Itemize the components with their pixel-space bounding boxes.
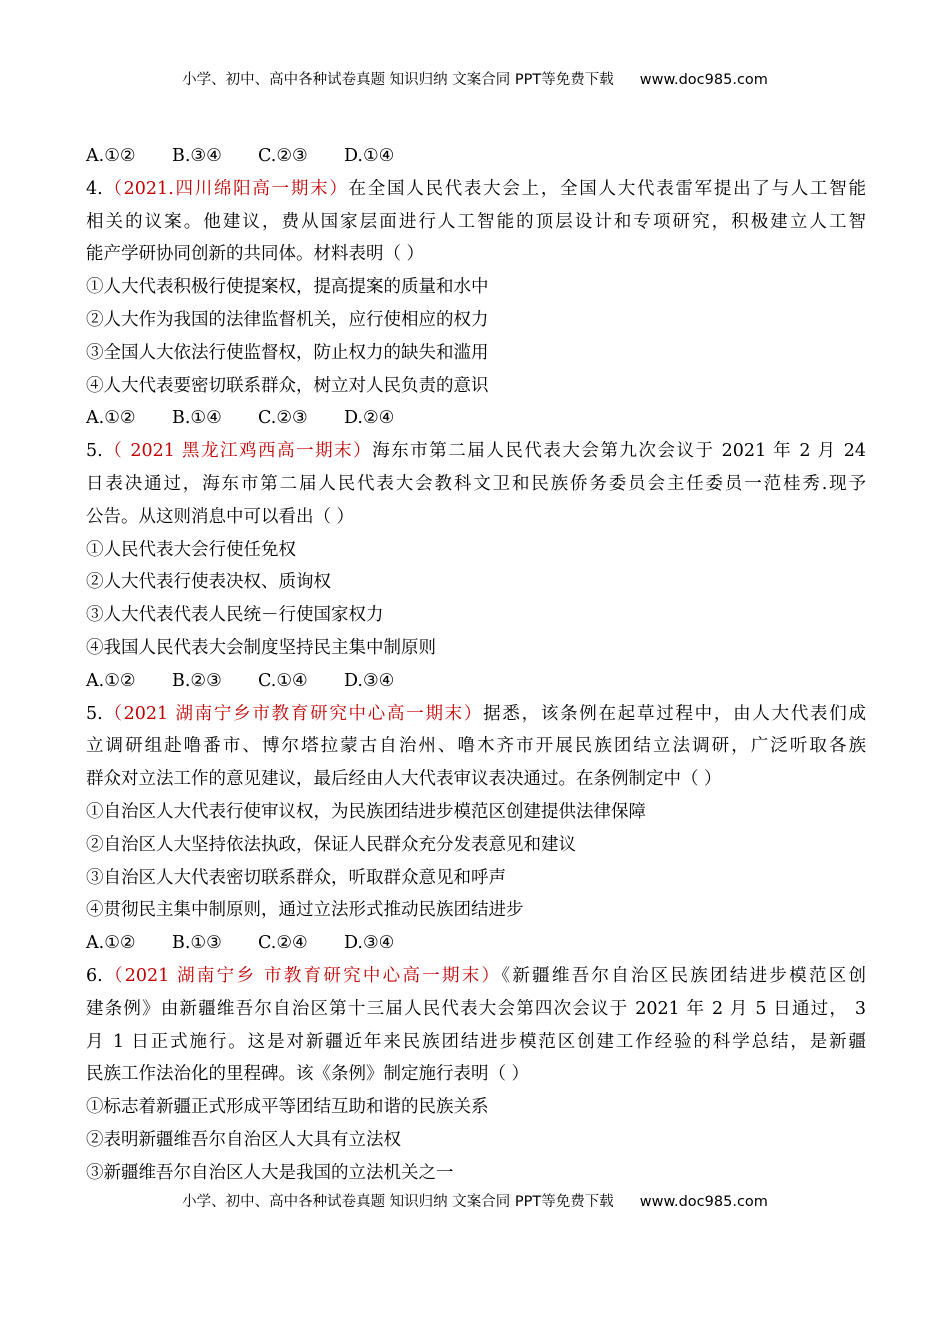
q5a-options xyxy=(86,665,866,698)
q5a-item-3: ③人大代表代表人民统－行使国家权力 xyxy=(86,605,384,626)
question-source: （2021.四川绵阳高一期末） xyxy=(102,178,349,199)
q5b-item-1: ①自治区人大代表行使审议权，为民族团结进步模范区创建提供法律保障 xyxy=(86,801,646,822)
q5a-stem-line-2: 日表决通过，海东市第二届人民代表大会教科文卫和民族侨务委员会主任委员一范桂秀.现予 xyxy=(86,473,866,494)
option-c: C.②③ xyxy=(258,408,308,429)
q6-stem-line-4: 民族工作法治化的里程碑。该《条例》制定施行表明（ ） xyxy=(86,1064,530,1085)
option-d: D.③④ xyxy=(344,670,395,691)
q6-item-1: ①标志着新疆正式形成平等团结互助和谐的民族关系 xyxy=(86,1097,489,1118)
q5b-stem-line-1: 5.（2021 湖南宁乡市教育研究中心高一期末）据悉，该条例在起草过程中，由人大代表们成 xyxy=(86,703,866,724)
option-b: B.②③ xyxy=(172,670,222,691)
page-footer xyxy=(0,1190,950,1211)
question-source: （2021 湖南宁乡 市教育研究中心高一期末） xyxy=(102,965,502,986)
question-source: （2021 湖南宁乡市教育研究中心高一期末） xyxy=(102,703,484,724)
q5a-stem-line-1: 5.（ 2021 黑龙江鸡西高一期末）海东市第二届人民代表大会第九次会议于 2021 年 2 月 24 xyxy=(86,441,866,462)
q4-stem-line-3: 能产学研协同创新的共同体。材料表明（ ） xyxy=(86,244,425,265)
q5a-stem-line-3: 公告。从这则消息中可以看出（ ） xyxy=(86,506,355,527)
q6-stem-line-2: 建条例》由新疆维吾尔自治区第十三届人民代表大会第四次会议于 2021 年 2 月 5 日通过， 3 xyxy=(86,998,866,1019)
option-b: B.①③ xyxy=(172,933,222,954)
question-number: 5. xyxy=(86,441,103,462)
q5b-item-4: ④贯彻民主集中制原则，通过立法形式推动民族团结进步 xyxy=(86,900,524,921)
option-b: B.①④ xyxy=(172,408,222,429)
option-d: D.③④ xyxy=(344,933,395,954)
q6-stem-line-1: 6.（2021 湖南宁乡 市教育研究中心高一期末）《新疆维吾尔自治区民族团结进步模范区创 xyxy=(86,965,866,986)
q5b-item-3: ③自治区人大代表密切联系群众，听取群众意见和呼声 xyxy=(86,867,506,888)
footer-text: 小学、初中、高中各种试卷真题 知识归纳 文案合同 PPT等免费下载 xyxy=(182,1194,614,1210)
q3-options xyxy=(86,140,866,173)
page-header xyxy=(0,68,950,89)
q4-item-1: ①人大代表积极行使提案权，提高提案的质量和水中 xyxy=(86,277,489,298)
q5a-item-4: ④我国人民代表大会制度坚持民主集中制原则 xyxy=(86,637,436,658)
option-c: C.①④ xyxy=(258,670,308,691)
q4-stem-line-2: 相关的议案。他建议，费从国家层面进行人工智能的顶层设计和专项研究，积极建立人工智 xyxy=(86,211,866,232)
q5b-item-2: ②自治区人大坚持依法执政，保证人民群众充分发表意见和建议 xyxy=(86,834,576,855)
q5a-item-1: ①人民代表大会行使任免权 xyxy=(86,539,296,560)
q5b-options xyxy=(86,927,866,960)
q6-stem-line-3: 月 1 日正式施行。这是对新疆近年来民族团结进步模范区创建工作经验的科学总结，是新疆 xyxy=(86,1031,866,1052)
q5b-stem-line-3: 群众对立法工作的意见建议，最后经由人大代表审议表决通过。在条例制定中（ ） xyxy=(86,769,722,790)
q6-item-2: ②表明新疆维吾尔自治区人大具有立法权 xyxy=(86,1129,401,1150)
q4-options xyxy=(86,402,866,435)
q6-item-3: ③新疆维吾尔自治区人大是我国的立法机关之一 xyxy=(86,1162,454,1183)
option-a: A.①② xyxy=(86,408,136,429)
option-a: A.①② xyxy=(86,933,136,954)
option-b: B.③④ xyxy=(172,146,222,166)
q4-item-4: ④人大代表要密切联系群众，树立对人民负责的意识 xyxy=(86,375,489,396)
q5a-item-2: ②人大代表行使表决权、质询权 xyxy=(86,572,331,593)
question-source: （ 2021 黑龙江鸡西高一期末） xyxy=(102,441,373,462)
option-d: D.②④ xyxy=(344,408,395,429)
option-c: C.②③ xyxy=(258,146,308,166)
question-number: 5. xyxy=(86,703,103,724)
q4-stem-line-1: 4.（2021.四川绵阳高一期末）在全国人民代表大会上，全国人大代表雷军提出了与人工智能 xyxy=(86,178,866,199)
question-number: 4. xyxy=(86,178,103,199)
footer-site-link[interactable]: www.doc985.com xyxy=(639,1194,768,1210)
header-text: 小学、初中、高中各种试卷真题 知识归纳 文案合同 PPT等免费下载 xyxy=(182,72,614,88)
question-content xyxy=(86,140,866,1190)
option-c: C.②④ xyxy=(258,933,308,954)
q4-item-2: ②人大作为我国的法律监督机关，应行使相应的权力 xyxy=(86,309,489,330)
q5b-stem-line-2: 立调研组赴噜番市、博尔塔拉蒙古自治州、噜木齐市开展民族团结立法调研，广泛听取各族 xyxy=(86,736,866,757)
header-site-link[interactable]: www.doc985.com xyxy=(639,72,768,88)
option-a: A.①② xyxy=(86,670,136,691)
option-a: A.①② xyxy=(86,146,136,166)
question-number: 6. xyxy=(86,965,103,986)
q4-item-3: ③全国人大依法行使监督权，防止权力的缺失和滥用 xyxy=(86,342,489,363)
option-d: D.①④ xyxy=(344,146,395,166)
